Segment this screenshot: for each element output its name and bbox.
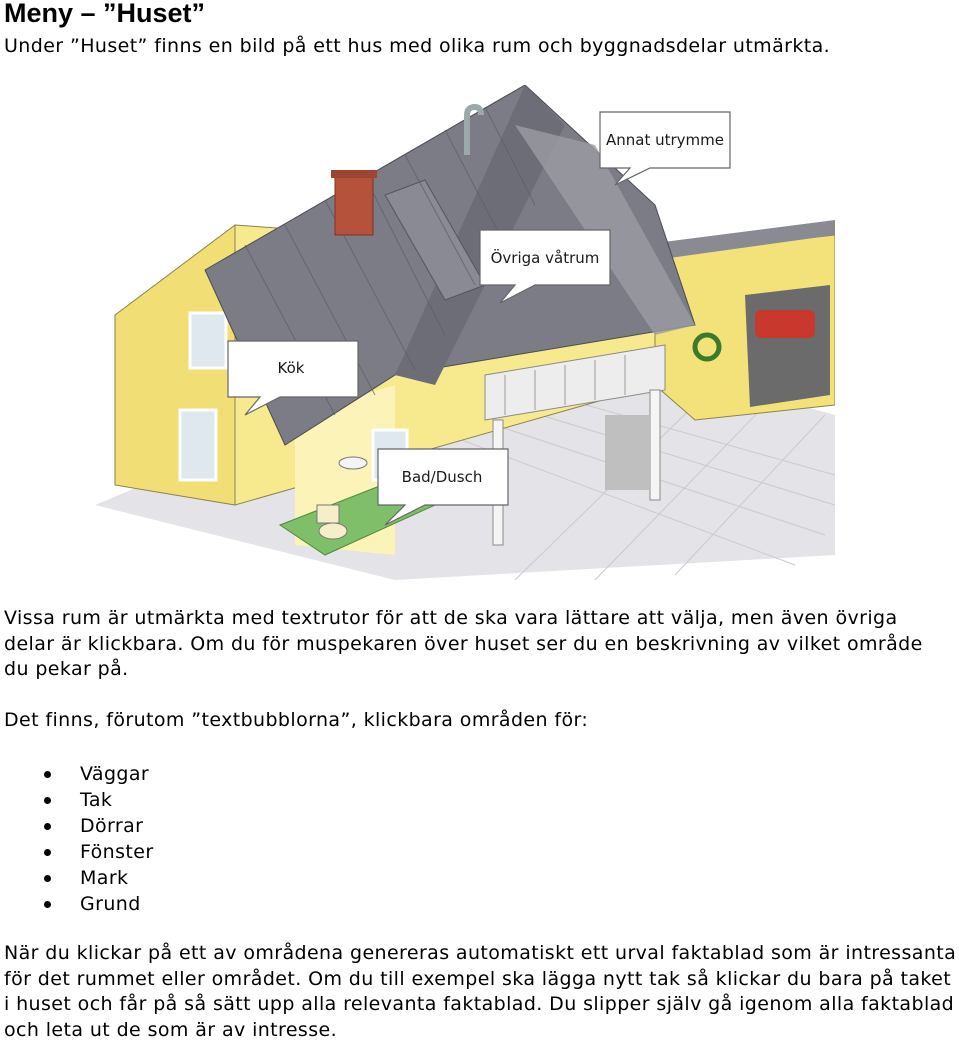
bubble-label: Annat utrymme — [605, 131, 725, 149]
bullet-icon — [44, 901, 51, 908]
list-item-label: Väggar — [80, 763, 150, 785]
areas-intro: Det finns, förutom ”textbubblorna”, klickbara områden för: — [4, 709, 589, 731]
bubble-label: Bad/Dusch — [401, 468, 483, 486]
list-item — [0, 761, 154, 787]
areas-list — [0, 761, 154, 917]
bubble-label: Övriga våtrum — [490, 249, 600, 267]
list-item-label: Dörrar — [80, 815, 144, 837]
sink-icon — [339, 457, 367, 469]
bullet-icon — [44, 849, 51, 856]
list-item — [0, 839, 154, 865]
chimney[interactable] — [331, 170, 377, 235]
bullet-icon — [44, 797, 51, 804]
list-item-label: Fönster — [80, 841, 154, 863]
bullet-icon — [44, 875, 51, 882]
list-item-label: Grund — [80, 893, 141, 915]
list-item — [0, 865, 154, 891]
result-paragraph: När du klickar på ett av områdena genereras automatiskt ett urval faktablad som är intressanta för det rummet eller området. Om du till exempel ska lägga nytt tak så klickar du bara på taket i huset och får på så sätt upp alla relevanta faktablad. Du slipper själv gå igenom alla faktablad och leta ut de som är av intresse. — [4, 942, 957, 1041]
description-paragraph: Vissa rum är utmärkta med textrutor för att de ska vara lättare att välja, men även övriga delar är klickbara. Om du för muspekaren över huset ser du en beskrivning av vilket område du pekar på. — [4, 607, 923, 680]
list-item-label: Mark — [80, 867, 129, 889]
list-item-label: Tak — [80, 789, 113, 811]
intro-text: Under ”Huset” finns en bild på ett hus med olika rum och byggnadsdelar utmärkta. — [4, 35, 831, 57]
bullet-icon — [44, 771, 51, 778]
bubble-label: Kök — [277, 359, 305, 377]
page-title: Meny – ”Huset” — [4, 0, 206, 28]
door[interactable] — [605, 415, 650, 490]
bullet-icon — [44, 823, 51, 830]
list-item — [0, 891, 154, 917]
house-illustration[interactable] — [95, 85, 835, 580]
list-item — [0, 813, 154, 839]
list-item — [0, 787, 154, 813]
